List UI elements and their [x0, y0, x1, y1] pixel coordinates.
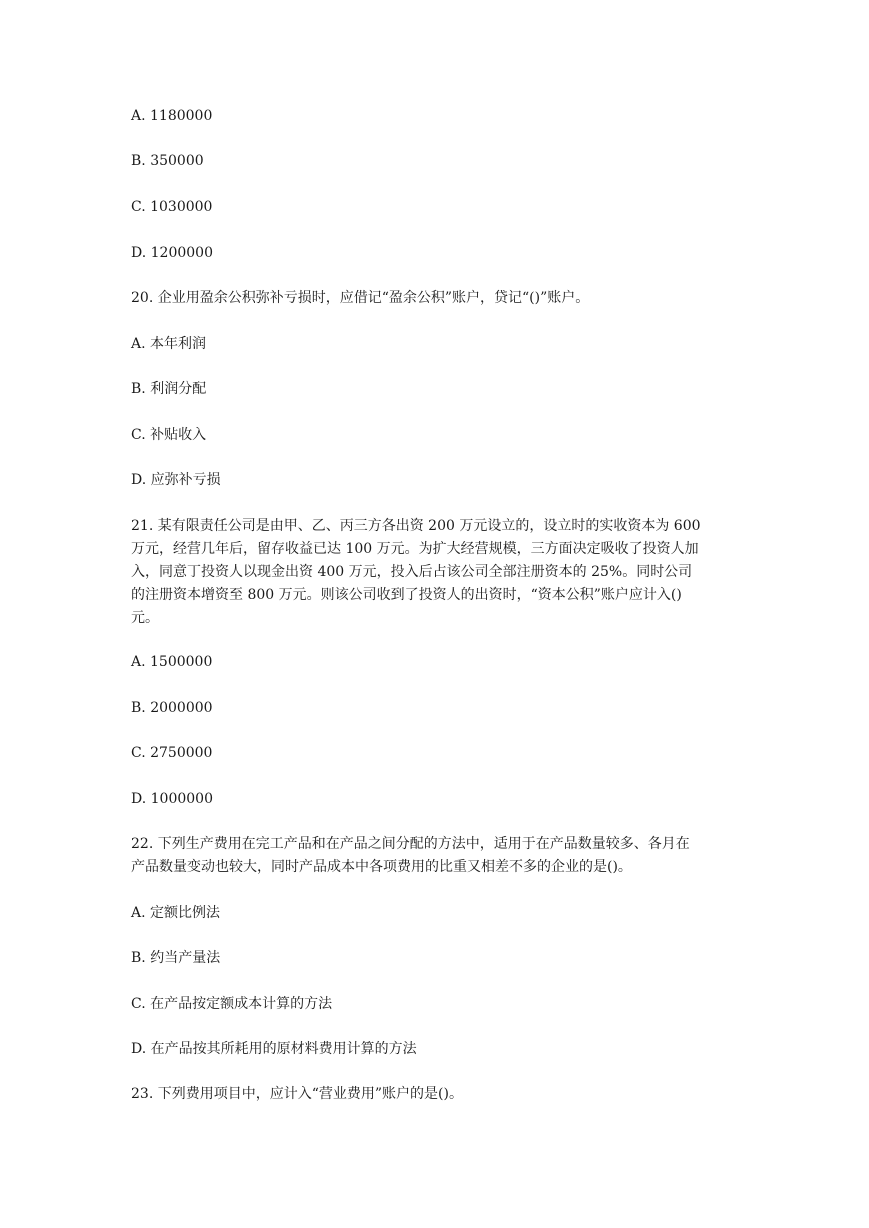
q22-option-c: C. 在产品按定额成本计算的方法 — [131, 996, 333, 1012]
q20-option-a: A. 本年利润 — [131, 336, 207, 352]
q19-option-a: A. 1180000 — [131, 108, 213, 124]
q22-stem-line: 产品数量变动也较大，同时产品成本中各项费用的比重又相差不多的企业的是()。 — [131, 859, 632, 875]
q19-option-c: C. 1030000 — [131, 199, 213, 215]
q21-stem — [131, 515, 743, 630]
q21-option-a: A. 1500000 — [131, 654, 213, 670]
q21-option-c: C. 2750000 — [131, 745, 213, 761]
q21-stem-line: 的注册资本增资至 800 万元。则该公司收到了投资人的出资时，“资本公积”账户应计入() — [131, 587, 682, 603]
q22-stem — [131, 833, 743, 879]
q21-stem-line: 21. 某有限责任公司是由甲、乙、丙三方各出资 200 万元设立的，设立时的实收资本为 600 — [131, 518, 701, 534]
q22-option-a: A. 定额比例法 — [131, 905, 221, 921]
q20-option-b: B. 利润分配 — [131, 381, 207, 397]
q21-stem-line: 万元，经营几年后，留存收益已达 100 万元。为扩大经营规模，三方面决定吸收了投资人加 — [131, 541, 699, 557]
q21-stem-line: 入，同意丁投资人以现金出资 400 万元，投入后占该公司全部注册资本的 25%。同时公司 — [131, 564, 693, 580]
q21-stem-line: 元。 — [131, 610, 159, 626]
q19-option-d: D. 1200000 — [131, 245, 213, 261]
q20-option-d: D. 应弥补亏损 — [131, 472, 221, 488]
q22-stem-line: 22. 下列生产费用在完工产品和在产品之间分配的方法中，适用于在产品数量较多、各月在 — [131, 836, 690, 852]
q22-option-b: B. 约当产量法 — [131, 950, 221, 966]
q20-stem: 20. 企业用盈余公积弥补亏损时，应借记“盈余公积”账户，贷记“()”账户。 — [131, 290, 590, 306]
q21-option-b: B. 2000000 — [131, 700, 213, 716]
q21-option-d: D. 1000000 — [131, 791, 213, 807]
q19-option-b: B. 350000 — [131, 153, 204, 169]
q20-option-c: C. 补贴收入 — [131, 427, 207, 443]
q23-stem: 23. 下列费用项目中，应计入“营业费用”账户的是()。 — [131, 1086, 463, 1102]
q22-option-d: D. 在产品按其所耗用的原材料费用计算的方法 — [131, 1041, 417, 1057]
